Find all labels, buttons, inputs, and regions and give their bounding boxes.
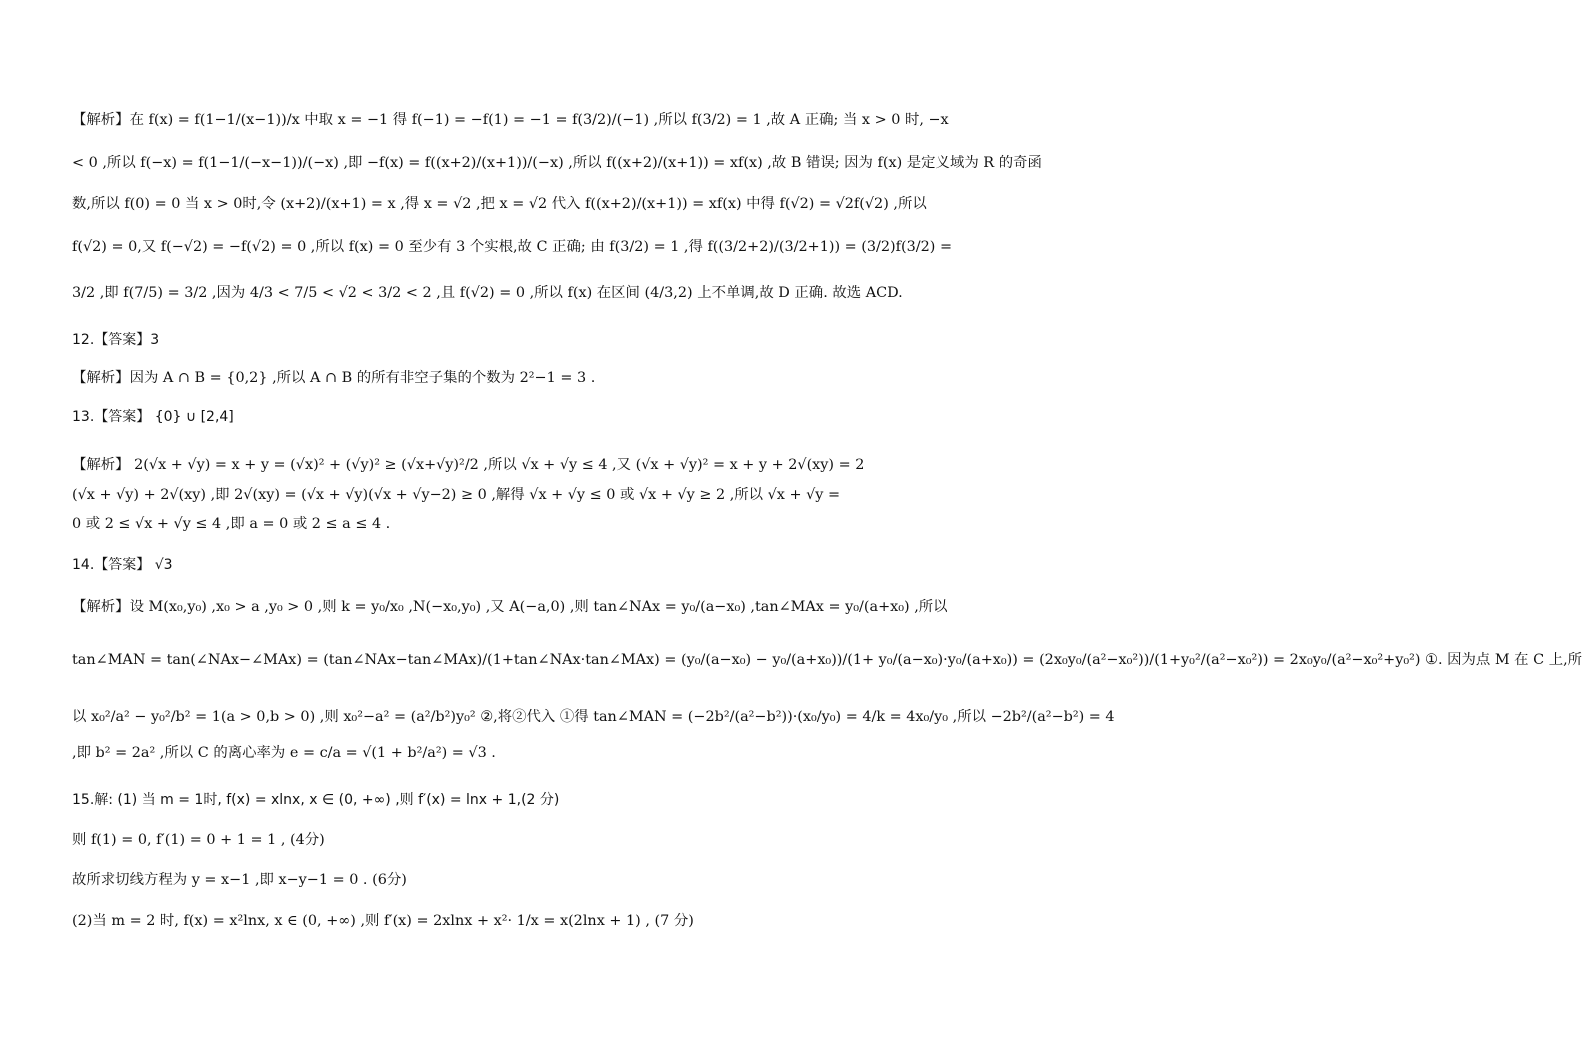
solution-14-line-4: ,即 b² = 2a² ,所以 C 的离心率为 e = c/a = √(1 + b²/a²) = √3 . (72, 745, 496, 761)
solution-14-line-1: 【解析】设 M(x₀,y₀) ,x₀ > a ,y₀ > 0 ,则 k = y₀/x₀ ,N(−x₀,y₀) ,又 A(−a,0) ,则 tan∠NAx = y₀/(a−x₀) ,tan∠MAx = y₀/(a+x₀) ,所以 (72, 599, 948, 615)
solution-11-line-1: 【解析】在 f(x) = f(1−1/(x−1))/x 中取 x = −1 得 f(−1) = −f(1) = −1 = f(3/2)/(−1) ,所以 f(3/2) = 1 ,故 A 正确; 当 x > 0 时, −x (72, 112, 949, 128)
solution-11-line-5: 3/2 ,即 f(7/5) = 3/2 ,因为 4/3 < 7/5 < √2 < 3/2 < 2 ,且 f(√2) = 0 ,所以 f(x) 在区间 (4/3,2) 上不单调,故 D 正确. 故选 ACD. (72, 285, 903, 301)
problem-15-line-2: 则 f(1) = 0, f′(1) = 0 + 1 = 1 , (4分) (72, 832, 325, 848)
solution-14-line-3: 以 x₀²/a² − y₀²/b² = 1(a > 0,b > 0) ,则 x₀²−a² = (a²/b²)y₀² ②,将②代入 ①得 tan∠MAN = (−2b²/(a²−b²))·(x₀/y₀) = 4/k = 4x₀/y₀ ,所以 −2b²/(a²−b²) = 4 (72, 709, 1115, 725)
solution-13-line-3: 0 或 2 ≤ √x + √y ≤ 4 ,即 a = 0 或 2 ≤ a ≤ 4 . (72, 516, 391, 532)
problem-15-line-3: 故所求切线方程为 y = x−1 ,即 x−y−1 = 0 . (6分) (72, 872, 407, 888)
solution-12-line-1: 【解析】因为 A ∩ B = {0,2} ,所以 A ∩ B 的所有非空子集的个数为 2²−1 = 3 . (72, 370, 596, 386)
answer-13-heading: 13.【答案】 {0} ∪ [2,4] (72, 409, 234, 425)
solution-13-line-1: 【解析】 2(√x + √y) = x + y = (√x)² + (√y)² ≥ (√x+√y)²/2 ,所以 √x + √y ≤ 4 ,又 (√x + √y)² = x + y + 2√(xy) = 2 (72, 457, 865, 473)
answer-12-heading: 12.【答案】3 (72, 332, 160, 348)
solution-13-line-2: (√x + √y) + 2√(xy) ,即 2√(xy) = (√x + √y)(√x + √y−2) ≥ 0 ,解得 √x + √y ≤ 0 或 √x + √y ≥ 2 ,所以 √x + √y = (72, 487, 841, 503)
problem-15-line-4: (2)当 m = 2 时, f(x) = x²lnx, x ∈ (0, +∞) ,则 f′(x) = 2xlnx + x²· 1/x = x(2lnx + 1) , (7 分) (72, 913, 694, 929)
solution-11-line-2: < 0 ,所以 f(−x) = f(1−1/(−x−1))/(−x) ,即 −f(x) = f((x+2)/(x+1))/(−x) ,所以 f((x+2)/(x+1)) = xf(x) ,故 B 错误; 因为 f(x) 是定义域为 R 的奇函 (72, 155, 1042, 171)
problem-15-line-1: 15.解: (1) 当 m = 1时, f(x) = xlnx, x ∈ (0, +∞) ,则 f′(x) = lnx + 1,(2 分) (72, 792, 560, 808)
solution-11-line-4: f(√2) = 0,又 f(−√2) = −f(√2) = 0 ,所以 f(x) = 0 至少有 3 个实根,故 C 正确; 由 f(3/2) = 1 ,得 f((3/2+2)/(3/2+1)) = (3/2)f(3/2) = (72, 239, 953, 255)
answer-14-heading: 14.【答案】 √3 (72, 557, 173, 573)
solution-11-line-3: 数,所以 f(0) = 0 当 x > 0时,令 (x+2)/(x+1) = x ,得 x = √2 ,把 x = √2 代入 f((x+2)/(x+1)) = xf(x) 中得 f(√2) = √2f(√2) ,所以 (72, 196, 927, 212)
solution-14-line-2: tan∠MAN = tan(∠NAx−∠MAx) = (tan∠NAx−tan∠MAx)/(1+tan∠NAx·tan∠MAx) = (y₀/(a−x₀) − y₀/(a+x₀))/(1+ y₀/(a−x₀)·y₀/(a+x₀)) = (2x₀y₀/(a²−x₀²))/(1+y₀²/(a²−x₀²)) = 2x₀y₀/(a²−x₀²+y₀²) ①. 因为点 M 在 C 上,所 (72, 652, 1582, 668)
